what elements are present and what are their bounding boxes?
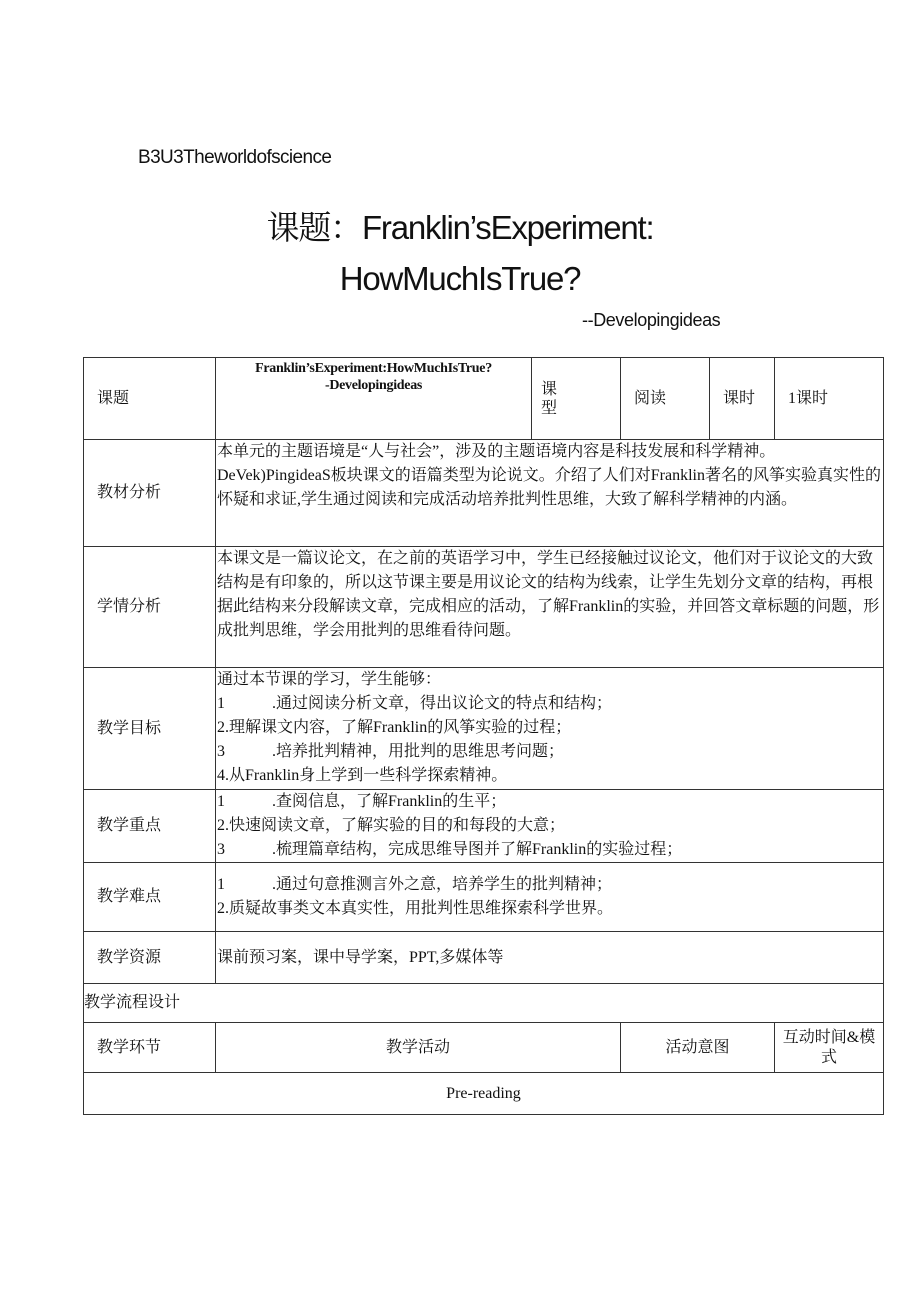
type-label-line1: 课 — [541, 380, 558, 398]
type-label — [532, 358, 621, 440]
difficulty-item: 2.质疑故事类文本真实性，用批判性思维探索科学世界。 — [217, 900, 614, 917]
resources-text: 课前预习案，课中导学案，PPT,多媒体等 — [216, 932, 884, 984]
topic-value-line2: -Developingideas — [324, 378, 423, 393]
resources-row — [84, 932, 884, 984]
key-point-item: 3 .梳理篇章结构，完成思维导图并了解Franklin的实验过程； — [217, 841, 683, 858]
col-time-header: 互动时间&模 式 — [775, 1023, 884, 1073]
student-analysis-text: 本课文是一篇议论文，在之前的英语学习中，学生已经接触过议论文，他们对于议论文的大致结构是有印象的，所以这节课主要是用议论文的结构为线索，让学生先划分文章的结构，再根据此结构来分段解读文章，完成相应的活动，了解Franklin的实验，并回答文章标题的问题，形成批判思维，学会用批判的思维看待问题。 — [216, 547, 884, 668]
col-stage-header: 教学环节 — [84, 1023, 216, 1073]
col-intent-header: 活动意图 — [621, 1023, 775, 1073]
key-points-content — [216, 790, 884, 863]
objective-item: 3 .培养批判精神，用批判的思维思考问题； — [217, 743, 565, 760]
objectives-intro: 通过本节课的学习，学生能够： — [217, 671, 442, 688]
period-label: 课时 — [710, 358, 775, 440]
page-title-line2: HowMuchIsTrue? — [339, 260, 581, 297]
lesson-plan-table — [83, 357, 884, 1115]
objective-item: 2.理解课文内容，了解Franklin的风筝实验的过程； — [217, 719, 572, 736]
material-analysis-label: 教材分析 — [84, 440, 216, 547]
objectives-content — [216, 668, 884, 790]
difficulty-item: 1 .通过句意推测言外之意，培养学生的批判精神； — [217, 876, 613, 893]
topic-value-line1: Franklin’sExperiment:HowMuchIsTrue? — [255, 361, 492, 376]
type-label-line2: 型 — [541, 399, 558, 417]
process-label: 教学流程设计 — [84, 984, 884, 1023]
objectives-label: 教学目标 — [84, 668, 216, 790]
unit-heading: B3U3Theworldofscience — [138, 147, 332, 168]
key-point-item: 1 .查阅信息，了解Franklin的生平； — [217, 793, 507, 810]
key-points-row — [84, 790, 884, 863]
resources-label: 教学资源 — [84, 932, 216, 984]
pre-reading-section: Pre-reading — [84, 1073, 884, 1115]
student-analysis-label: 学情分析 — [84, 547, 216, 668]
key-points-label: 教学重点 — [84, 790, 216, 863]
objective-item: 4.从Franklin身上学到一些科学探索精神。 — [217, 767, 508, 784]
material-analysis-text: 本单元的主题语境是“人与社会”，涉及的主题语境内容是科技发展和科学精神。DeVek)PingideaS板块课文的语篇类型为论说文。介绍了人们对Franklin著名的风筝实验真实性的怀疑和求证,学生通过阅读和完成活动培养批判性思维，大致了解科学精神的内涵。 — [216, 440, 884, 547]
difficulties-content — [216, 863, 884, 932]
objective-item: 1 .通过阅读分析文章，得出议论文的特点和结构； — [217, 695, 613, 712]
type-value: 阅读 — [621, 358, 710, 440]
student-analysis-row — [84, 547, 884, 668]
period-value: 1课时 — [775, 358, 884, 440]
difficulties-row — [84, 863, 884, 932]
pre-reading-row — [84, 1073, 884, 1115]
objectives-row — [84, 668, 884, 790]
page-title-line1: 课题：Franklin’sExperiment: — [266, 209, 654, 246]
material-analysis-row — [84, 440, 884, 547]
difficulties-label: 教学难点 — [84, 863, 216, 932]
page-subtitle: --Developingideas — [582, 310, 721, 330]
topic-value — [216, 358, 532, 440]
process-row — [84, 984, 884, 1023]
topic-row — [84, 358, 884, 440]
process-header-row — [84, 1023, 884, 1073]
key-point-item: 2.快速阅读文章，了解实验的目的和每段的大意； — [217, 817, 566, 834]
topic-label: 课题 — [84, 358, 216, 440]
col-activity-header: 教学活动 — [216, 1023, 621, 1073]
